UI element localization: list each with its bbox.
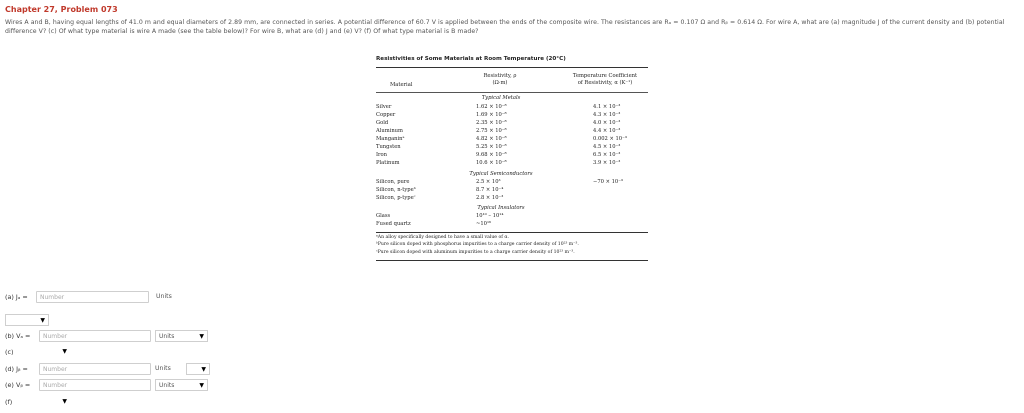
table-body (376, 93, 648, 260)
material-name: Silicon, p-typeᶜ (376, 195, 416, 201)
table-row (376, 212, 648, 220)
resistivity-value: 5.25 × 10⁻⁸ (476, 144, 507, 150)
answer-d-label: (d) Jᵦ = (5, 365, 28, 373)
table-row (376, 220, 648, 228)
table-row (376, 127, 648, 135)
category-insulators: Typical Insulators (477, 205, 525, 211)
temp-header-line2: of Resistivity, α (K⁻¹) (577, 80, 633, 86)
answer-d-units-dropdown[interactable] (186, 363, 210, 375)
answer-a-number-input[interactable] (36, 291, 149, 303)
table-row (376, 178, 648, 186)
material-name: Glass (376, 213, 391, 219)
units-selected-value: Units (159, 333, 175, 340)
resistivity-table (376, 55, 648, 261)
answer-c-label: (c) (5, 348, 14, 356)
material-name: Gold (376, 120, 389, 126)
category-metals: Typical Metals (481, 95, 521, 101)
chapter-title: Chapter 27, Problem 073 (5, 5, 118, 14)
answer-e-label: (e) Vᵦ = (5, 381, 31, 389)
units-selected-value: Units (159, 382, 175, 389)
table-header (376, 68, 648, 93)
material-name: Aluminum (376, 128, 403, 134)
answer-c-material-dropdown[interactable] (50, 346, 70, 358)
temp-coefficient-value: 4.3 × 10⁻³ (593, 112, 621, 118)
material-name: Silicon, n-typeᵇ (376, 187, 416, 193)
footnote: ᶜPure silicon doped with aluminum impurities to a charge carrier density of 10²³ m⁻³. (376, 250, 575, 255)
material-name: Silicon, pure (376, 179, 410, 185)
temp-coefficient-value: 4.1 × 10⁻³ (593, 104, 621, 110)
material-name: Tungsten (376, 144, 401, 150)
answer-e-units-dropdown[interactable] (155, 379, 208, 391)
answer-a-units-label: Units (156, 293, 172, 300)
category-semiconductors: Typical Semiconductors (469, 171, 533, 177)
column-header-material: Material (390, 82, 413, 88)
temp-coefficient-value: 4.0 × 10⁻³ (593, 120, 621, 126)
table-row (376, 119, 648, 127)
temp-coefficient-value: −70 × 10⁻³ (593, 179, 624, 185)
table-title: Resistivities of Some Materials at Room Temperature (20°C) (376, 56, 566, 62)
chevron-down-icon: ▼ (201, 366, 206, 373)
footnote: ᵇPure silicon doped with phosphorus impurities to a charge carrier density of 10²³ m⁻³. (376, 242, 579, 247)
answer-a-units-dropdown[interactable] (5, 314, 49, 326)
temp-coefficient-value: 0.002 × 10⁻³ (593, 136, 627, 142)
resistivity-value: 1.62 × 10⁻⁸ (476, 104, 507, 110)
table-row (376, 186, 648, 194)
material-name: Manganinᵃ (376, 136, 405, 142)
answer-f-label: (f) (5, 398, 13, 406)
chevron-down-icon: ▼ (62, 348, 67, 355)
column-header-temp-coefficient (564, 73, 646, 87)
answer-a-label: (a) Jₐ = (5, 293, 28, 301)
resistivity-value: 4.82 × 10⁻⁸ (476, 136, 507, 142)
answer-b-units-dropdown[interactable] (155, 330, 208, 342)
resistivity-value: 2.5 × 10³ (476, 179, 501, 185)
resistivity-value: 8.7 × 10⁻⁴ (476, 187, 504, 193)
resistivity-value: ~10¹⁶ (476, 221, 492, 227)
footnote: ᵃAn alloy specifically designed to have a small value of α. (376, 232, 648, 239)
material-name: Silver (376, 104, 392, 110)
answer-b-number-input[interactable] (39, 330, 151, 342)
chevron-down-icon: ▼ (62, 398, 67, 405)
table-row (376, 159, 648, 167)
column-header-resistivity (472, 73, 528, 87)
answer-d-units-label: Units (155, 365, 171, 372)
resistivity-value: 1.69 × 10⁻⁸ (476, 112, 507, 118)
temp-coefficient-value: 4.5 × 10⁻³ (593, 144, 621, 150)
resistivity-value: 2.75 × 10⁻⁸ (476, 128, 507, 134)
answer-b-label: (b) Vₐ = (5, 332, 31, 340)
temp-coefficient-value: 3.9 × 10⁻³ (593, 160, 621, 166)
table-row (376, 103, 648, 111)
problem-text: Wires A and B, having equal lengths of 41.0 m and equal diameters of 2.89 mm, are connected in series. A potential difference of 60.7 V is applied between the ends of the composite wire. The resistances are Rₐ = 0.107 Ω and Rᵦ = 0.614 Ω. For wire A, what are (a) magnitude J of the current density and (b) potential difference V? (c) Of what type material is wire A made (see the table below)? For wire B, what are (d) J and (e) V? (f) Of what type material is B made? (5, 19, 1005, 35)
material-name: Fused quartz (376, 221, 411, 227)
chevron-down-icon: ▼ (199, 333, 204, 340)
temp-coefficient-value: 4.4 × 10⁻³ (593, 128, 621, 134)
temp-header-line1: Temperature Coefficient (572, 73, 638, 79)
table-row (376, 111, 648, 119)
material-name: Platinum (376, 160, 400, 166)
resistivity-value: 10.6 × 10⁻⁸ (476, 160, 507, 166)
table-row (376, 143, 648, 151)
temp-coefficient-value: 6.5 × 10⁻³ (593, 152, 621, 158)
resistivity-value: 10¹⁰ – 10¹⁴ (476, 213, 504, 219)
table-row (376, 194, 648, 202)
material-name: Iron (376, 152, 387, 158)
answer-d-number-input[interactable] (39, 363, 151, 375)
resistivity-header-line2: (Ω·m) (492, 80, 508, 86)
chevron-down-icon: ▼ (199, 382, 204, 389)
resistivity-value: 2.8 × 10⁻³ (476, 195, 504, 201)
table-row (376, 151, 648, 159)
resistivity-header-line1: Resistivity, ρ (483, 73, 517, 79)
answer-e-number-input[interactable] (39, 379, 151, 391)
resistivity-value: 2.35 × 10⁻⁸ (476, 120, 507, 126)
answer-f-material-dropdown[interactable] (50, 396, 70, 408)
resistivity-value: 9.68 × 10⁻⁸ (476, 152, 507, 158)
chevron-down-icon: ▼ (40, 317, 45, 324)
material-name: Copper (376, 112, 396, 118)
table-row (376, 135, 648, 143)
